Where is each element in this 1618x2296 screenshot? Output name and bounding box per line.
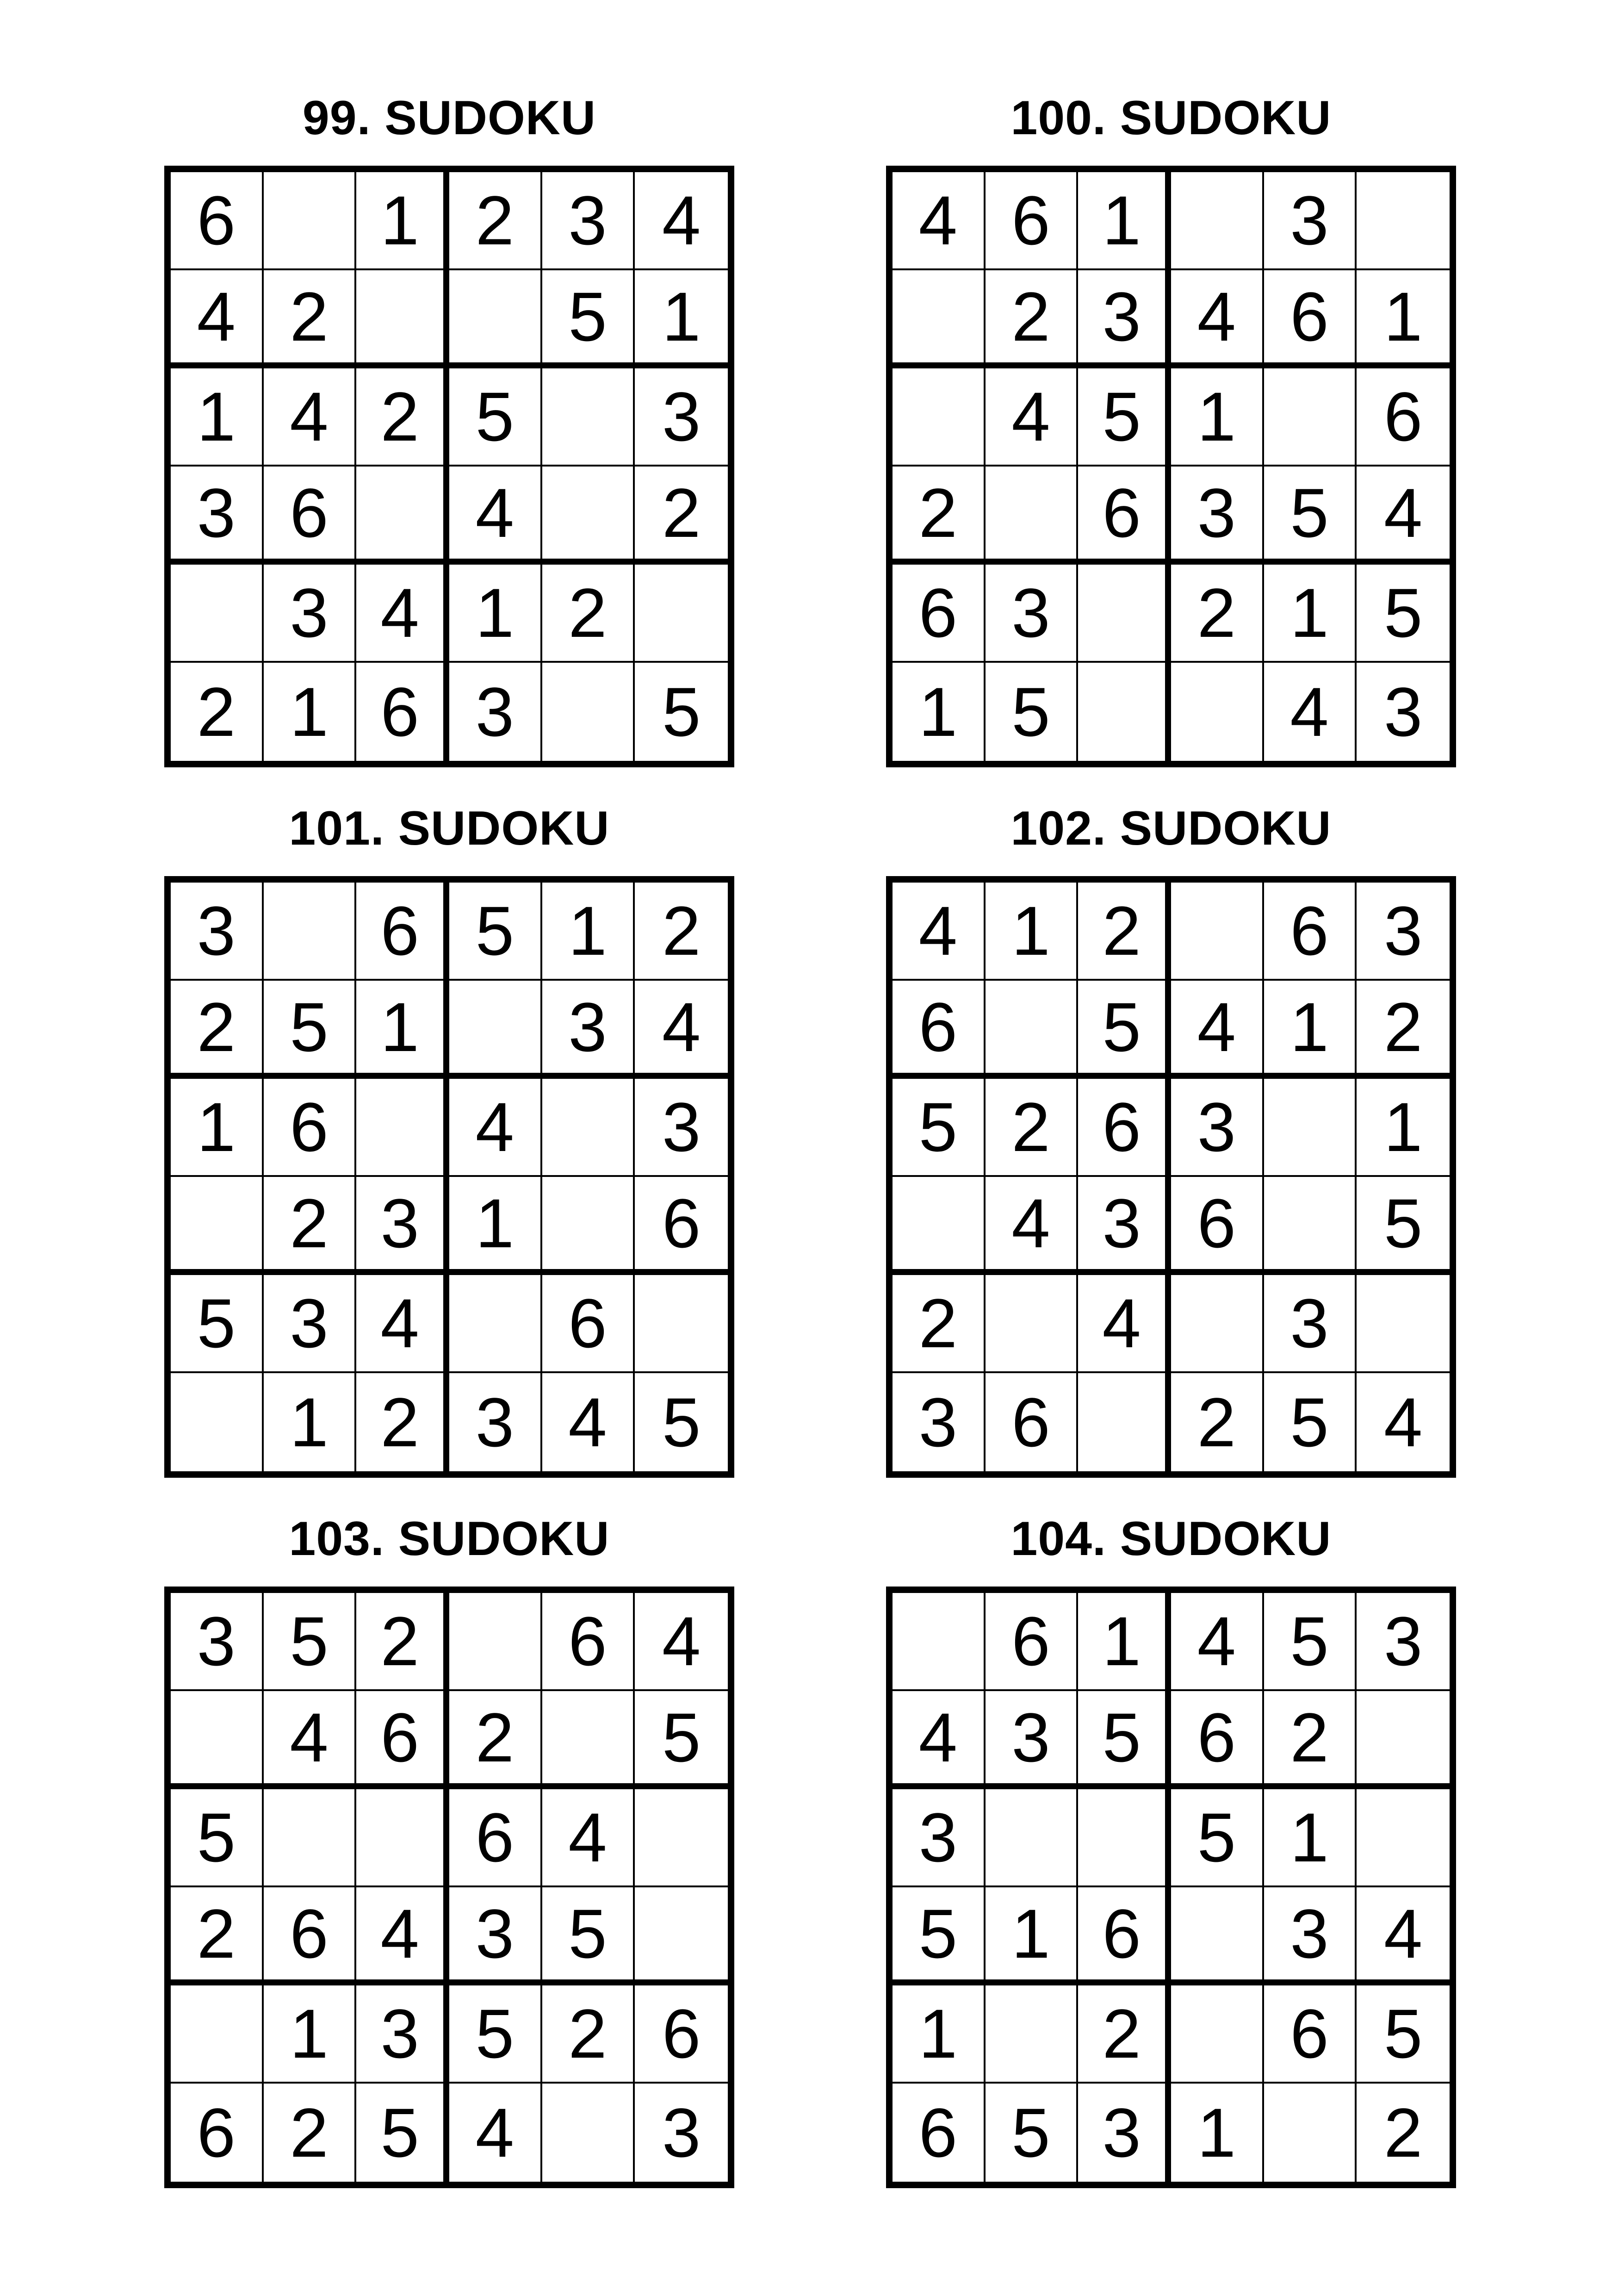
sudoku-cell: 1 xyxy=(1357,270,1450,368)
sudoku-cell xyxy=(542,467,635,565)
sudoku-cell: 5 xyxy=(449,883,542,981)
sudoku-grid xyxy=(164,1587,734,2188)
sudoku-cell xyxy=(1357,172,1450,270)
sudoku-cell: 4 xyxy=(264,1691,357,1789)
sudoku-cell: 2 xyxy=(171,1887,264,1985)
sudoku-cell: 2 xyxy=(1171,565,1264,663)
sudoku-cell: 4 xyxy=(1357,467,1450,565)
sudoku-cell: 2 xyxy=(1357,981,1450,1079)
puzzle-title: 100. SUDOKU xyxy=(1010,91,1332,145)
sudoku-cell: 3 xyxy=(1078,2084,1171,2182)
sudoku-cell: 3 xyxy=(449,1887,542,1985)
sudoku-cell xyxy=(986,981,1079,1079)
sudoku-cell: 5 xyxy=(1357,565,1450,663)
sudoku-cell: 3 xyxy=(449,663,542,761)
sudoku-cell: 3 xyxy=(635,368,728,467)
sudoku-cell: 5 xyxy=(986,663,1079,761)
sudoku-cell: 3 xyxy=(1383,673,1423,751)
sudoku-cell: 3 xyxy=(893,1373,986,1471)
sudoku-cell: 3 xyxy=(542,981,635,1079)
sudoku-cell: 1 xyxy=(356,981,449,1079)
sudoku-cell: 2 xyxy=(1078,883,1171,981)
sudoku-cell xyxy=(542,2084,635,2182)
sudoku-grid xyxy=(164,166,734,767)
sudoku-cell: 6 xyxy=(986,1373,1079,1471)
sudoku-cell xyxy=(1078,1789,1171,1887)
sudoku-cell: 5 xyxy=(986,2084,1079,2182)
sudoku-cell xyxy=(171,1691,264,1789)
sudoku-cell xyxy=(449,1275,542,1373)
sudoku-cell: 3 xyxy=(635,1079,728,1177)
sudoku-grid xyxy=(886,166,1456,767)
sudoku-cell: 2 xyxy=(542,565,635,663)
sudoku-cell: 4 xyxy=(635,172,728,270)
sudoku-cell: 3 xyxy=(171,467,264,565)
sudoku-cell: 1 xyxy=(171,368,264,467)
sudoku-cell: 5 xyxy=(1357,1177,1450,1275)
sudoku-cell: 4 xyxy=(356,1887,449,1985)
sudoku-cell: 4 xyxy=(893,1691,986,1789)
sudoku-grid xyxy=(886,876,1456,1478)
sudoku-cell xyxy=(893,1177,986,1275)
sudoku-cell: 4 xyxy=(1264,663,1357,761)
sudoku-grid xyxy=(164,876,734,1478)
sudoku-cell: 6 xyxy=(1078,467,1171,565)
sudoku-cell: 5 xyxy=(893,1887,986,1985)
sudoku-cell xyxy=(893,270,986,368)
sudoku-cell xyxy=(356,270,449,368)
sudoku-cell: 5 xyxy=(1264,1373,1357,1471)
sudoku-cell: 5 xyxy=(1171,1789,1264,1887)
sudoku-cell: 5 xyxy=(1078,368,1171,467)
sudoku-cell xyxy=(171,565,264,663)
sudoku-cell: 1 xyxy=(986,1887,1079,1985)
sudoku-cell: 3 xyxy=(1078,270,1171,368)
sudoku-cell: 4 xyxy=(635,1593,728,1691)
sudoku-cell: 5 xyxy=(893,1079,986,1177)
sudoku-cell: 1 xyxy=(893,663,986,761)
sudoku-cell: 5 xyxy=(662,1383,701,1461)
sudoku-cell xyxy=(635,1887,728,1985)
sudoku-cell: 1 xyxy=(1078,1593,1171,1691)
sudoku-cell xyxy=(986,1275,1079,1373)
sudoku-cell: 6 xyxy=(171,172,264,270)
sudoku-cell: 4 xyxy=(1383,1383,1423,1461)
sudoku-cell: 5 xyxy=(635,1691,728,1789)
sudoku-cell: 2 xyxy=(542,1985,635,2084)
sudoku-cell: 2 xyxy=(893,1275,986,1373)
sudoku-cell: 1 xyxy=(986,883,1079,981)
sudoku-cell: 2 xyxy=(1078,1985,1171,2084)
sudoku-cell xyxy=(1264,2084,1357,2182)
sudoku-cell: 4 xyxy=(171,270,264,368)
sudoku-cell: 3 xyxy=(356,1985,449,2084)
sudoku-cell xyxy=(1357,1275,1450,1373)
sudoku-cell xyxy=(893,1593,986,1691)
sudoku-cell: 5 xyxy=(356,2084,449,2182)
sudoku-cell: 6 xyxy=(1171,1177,1264,1275)
sudoku-cell: 4 xyxy=(1078,1275,1171,1373)
sudoku-cell xyxy=(1357,1789,1450,1887)
sudoku-cell: 1 xyxy=(356,172,449,270)
sudoku-cell: 5 xyxy=(1078,1691,1171,1789)
sudoku-cell: 1 xyxy=(1357,1079,1450,1177)
sudoku-cell xyxy=(542,368,635,467)
sudoku-cell xyxy=(171,1373,264,1471)
sudoku-cell: 3 xyxy=(1264,1887,1357,1985)
sudoku-cell: 3 xyxy=(1078,1177,1171,1275)
sudoku-cell: 1 xyxy=(449,1177,542,1275)
sudoku-cell: 4 xyxy=(264,368,357,467)
sudoku-cell: 5 xyxy=(542,270,635,368)
sudoku-cell: 6 xyxy=(356,883,449,981)
puzzle-title: 99. SUDOKU xyxy=(302,91,596,145)
sudoku-cell xyxy=(1078,565,1171,663)
sudoku-cell: 6 xyxy=(542,1275,635,1373)
sudoku-cell: 3 xyxy=(986,1691,1079,1789)
sudoku-cell: 5 xyxy=(662,673,701,751)
sudoku-cell xyxy=(356,467,449,565)
sudoku-cell: 6 xyxy=(1171,1691,1264,1789)
sudoku-cell: 2 xyxy=(264,2084,357,2182)
sudoku-cell: 3 xyxy=(1357,1593,1450,1691)
sudoku-cell: 4 xyxy=(356,565,449,663)
sudoku-cell: 3 xyxy=(264,1275,357,1373)
sudoku-cell: 2 xyxy=(171,981,264,1079)
sudoku-cell: 2 xyxy=(356,1593,449,1691)
sudoku-cell: 2 xyxy=(1264,1691,1357,1789)
sudoku-cell: 1 xyxy=(893,1985,986,2084)
sudoku-cell: 6 xyxy=(264,467,357,565)
sudoku-cell xyxy=(986,1789,1079,1887)
sudoku-cell xyxy=(1171,883,1264,981)
sudoku-cell: 4 xyxy=(449,467,542,565)
sudoku-cell: 2 xyxy=(264,270,357,368)
sudoku-cell: 1 xyxy=(1264,1789,1357,1887)
sudoku-cell: 1 xyxy=(1264,565,1357,663)
sudoku-cell: 6 xyxy=(1078,1887,1171,1985)
sudoku-cell: 4 xyxy=(986,368,1079,467)
sudoku-cell xyxy=(1078,1373,1171,1471)
sudoku-cell: 5 xyxy=(1357,1985,1450,2084)
sudoku-cell: 3 xyxy=(1171,1079,1264,1177)
sudoku-cell: 6 xyxy=(449,1789,542,1887)
sudoku-cell: 6 xyxy=(635,1177,728,1275)
sudoku-cell: 5 xyxy=(542,1887,635,1985)
sudoku-cell: 1 xyxy=(635,270,728,368)
sudoku-cell: 1 xyxy=(449,565,542,663)
sudoku-cell: 1 xyxy=(1171,2084,1264,2182)
sudoku-cell: 6 xyxy=(264,1079,357,1177)
sudoku-cell: 4 xyxy=(542,1789,635,1887)
sudoku-cell: 3 xyxy=(986,565,1079,663)
sudoku-cell xyxy=(1171,1887,1264,1985)
sudoku-cell: 3 xyxy=(1264,1275,1357,1373)
sudoku-cell: 5 xyxy=(264,981,357,1079)
sudoku-cell: 6 xyxy=(635,1985,728,2084)
puzzle-title: 101. SUDOKU xyxy=(289,802,610,855)
sudoku-cell: 2 xyxy=(356,1373,449,1471)
sudoku-cell: 1 xyxy=(171,1079,264,1177)
sudoku-cell: 5 xyxy=(1078,981,1171,1079)
sudoku-cell xyxy=(1264,368,1357,467)
sudoku-cell: 5 xyxy=(449,368,542,467)
sudoku-cell: 2 xyxy=(986,270,1079,368)
sudoku-cell xyxy=(449,981,542,1079)
sudoku-cell: 4 xyxy=(986,1177,1079,1275)
sudoku-cell: 4 xyxy=(1171,1593,1264,1691)
sudoku-cell xyxy=(1171,1275,1264,1373)
sudoku-cell xyxy=(542,1691,635,1789)
sudoku-cell: 6 xyxy=(893,981,986,1079)
sudoku-cell xyxy=(171,1985,264,2084)
sudoku-cell xyxy=(1357,1691,1450,1789)
sudoku-cell: 5 xyxy=(171,1275,264,1373)
sudoku-cell: 2 xyxy=(449,172,542,270)
sudoku-cell: 1 xyxy=(264,1985,357,2084)
sudoku-cell: 1 xyxy=(264,1373,357,1471)
sudoku-cell: 2 xyxy=(635,883,728,981)
sudoku-cell xyxy=(1171,172,1264,270)
sudoku-cell: 3 xyxy=(893,1789,986,1887)
sudoku-cell: 3 xyxy=(662,2094,701,2172)
sudoku-cell xyxy=(264,883,357,981)
sudoku-cell xyxy=(635,565,728,663)
sudoku-cell: 3 xyxy=(542,172,635,270)
sudoku-cell: 4 xyxy=(542,1373,635,1471)
sudoku-cell: 1 xyxy=(1171,368,1264,467)
sudoku-cell: 6 xyxy=(1078,1079,1171,1177)
sudoku-cell: 1 xyxy=(264,663,357,761)
sudoku-cell: 3 xyxy=(449,1373,542,1471)
sudoku-cell xyxy=(356,1789,449,1887)
puzzle-title: 104. SUDOKU xyxy=(1010,1512,1332,1566)
sudoku-cell: 4 xyxy=(1171,981,1264,1079)
sudoku-cell: 4 xyxy=(1357,1887,1450,1985)
sudoku-cell: 4 xyxy=(893,883,986,981)
sudoku-cell: 4 xyxy=(449,2084,542,2182)
sudoku-cell xyxy=(986,467,1079,565)
sudoku-cell: 5 xyxy=(264,1593,357,1691)
sudoku-cell: 3 xyxy=(1171,467,1264,565)
sudoku-cell xyxy=(986,1985,1079,2084)
puzzle-title: 102. SUDOKU xyxy=(1010,802,1332,855)
sudoku-cell xyxy=(1078,663,1171,761)
sudoku-cell xyxy=(356,1079,449,1177)
sudoku-cell: 3 xyxy=(171,1593,264,1691)
sudoku-cell: 2 xyxy=(635,467,728,565)
sudoku-cell: 6 xyxy=(542,1593,635,1691)
sudoku-cell: 2 xyxy=(1171,1373,1264,1471)
sudoku-cell xyxy=(171,1177,264,1275)
sudoku-cell: 6 xyxy=(1357,368,1450,467)
sudoku-cell: 5 xyxy=(1264,467,1357,565)
sudoku-cell xyxy=(449,270,542,368)
sudoku-cell: 2 xyxy=(356,368,449,467)
sudoku-cell: 6 xyxy=(1264,883,1357,981)
sudoku-cell xyxy=(542,663,635,761)
sudoku-cell: 6 xyxy=(171,2084,264,2182)
sudoku-cell xyxy=(635,1275,728,1373)
puzzle-title: 103. SUDOKU xyxy=(289,1512,610,1566)
sudoku-cell: 1 xyxy=(1078,172,1171,270)
sudoku-cell xyxy=(893,368,986,467)
sudoku-cell: 1 xyxy=(542,883,635,981)
sudoku-cell: 3 xyxy=(1264,172,1357,270)
sudoku-cell xyxy=(449,1593,542,1691)
sudoku-grid xyxy=(886,1587,1456,2188)
sudoku-cell: 3 xyxy=(1357,883,1450,981)
sudoku-cell xyxy=(1264,1177,1357,1275)
sudoku-cell: 2 xyxy=(264,1177,357,1275)
sudoku-cell: 6 xyxy=(1264,1985,1357,2084)
sudoku-cell: 2 xyxy=(986,1079,1079,1177)
sudoku-cell xyxy=(542,1177,635,1275)
sudoku-cell: 6 xyxy=(264,1887,357,1985)
sudoku-cell xyxy=(1264,1079,1357,1177)
sudoku-cell xyxy=(1171,663,1264,761)
sudoku-cell: 2 xyxy=(893,467,986,565)
sudoku-cell: 6 xyxy=(893,565,986,663)
sudoku-cell: 4 xyxy=(356,1275,449,1373)
sudoku-cell xyxy=(1171,1985,1264,2084)
sudoku-cell: 4 xyxy=(635,981,728,1079)
sudoku-cell xyxy=(635,1789,728,1887)
sudoku-cell: 3 xyxy=(171,883,264,981)
sudoku-cell: 6 xyxy=(356,663,449,761)
sudoku-cell: 3 xyxy=(356,1177,449,1275)
sudoku-cell: 4 xyxy=(449,1079,542,1177)
sudoku-cell: 6 xyxy=(986,1593,1079,1691)
sudoku-cell xyxy=(264,1789,357,1887)
sudoku-cell: 6 xyxy=(986,172,1079,270)
sudoku-cell: 5 xyxy=(449,1985,542,2084)
sudoku-cell xyxy=(542,1079,635,1177)
sudoku-cell: 4 xyxy=(1171,270,1264,368)
sudoku-cell: 3 xyxy=(264,565,357,663)
sudoku-cell: 5 xyxy=(171,1789,264,1887)
sudoku-cell: 5 xyxy=(1264,1593,1357,1691)
sudoku-cell: 1 xyxy=(1264,981,1357,1079)
sudoku-cell: 2 xyxy=(449,1691,542,1789)
sudoku-cell: 6 xyxy=(356,1691,449,1789)
sudoku-cell: 2 xyxy=(171,663,264,761)
sudoku-cell: 6 xyxy=(1264,270,1357,368)
sudoku-cell: 2 xyxy=(1383,2094,1423,2172)
sudoku-cell xyxy=(264,172,357,270)
sudoku-cell: 6 xyxy=(893,2084,986,2182)
sudoku-cell: 4 xyxy=(893,172,986,270)
